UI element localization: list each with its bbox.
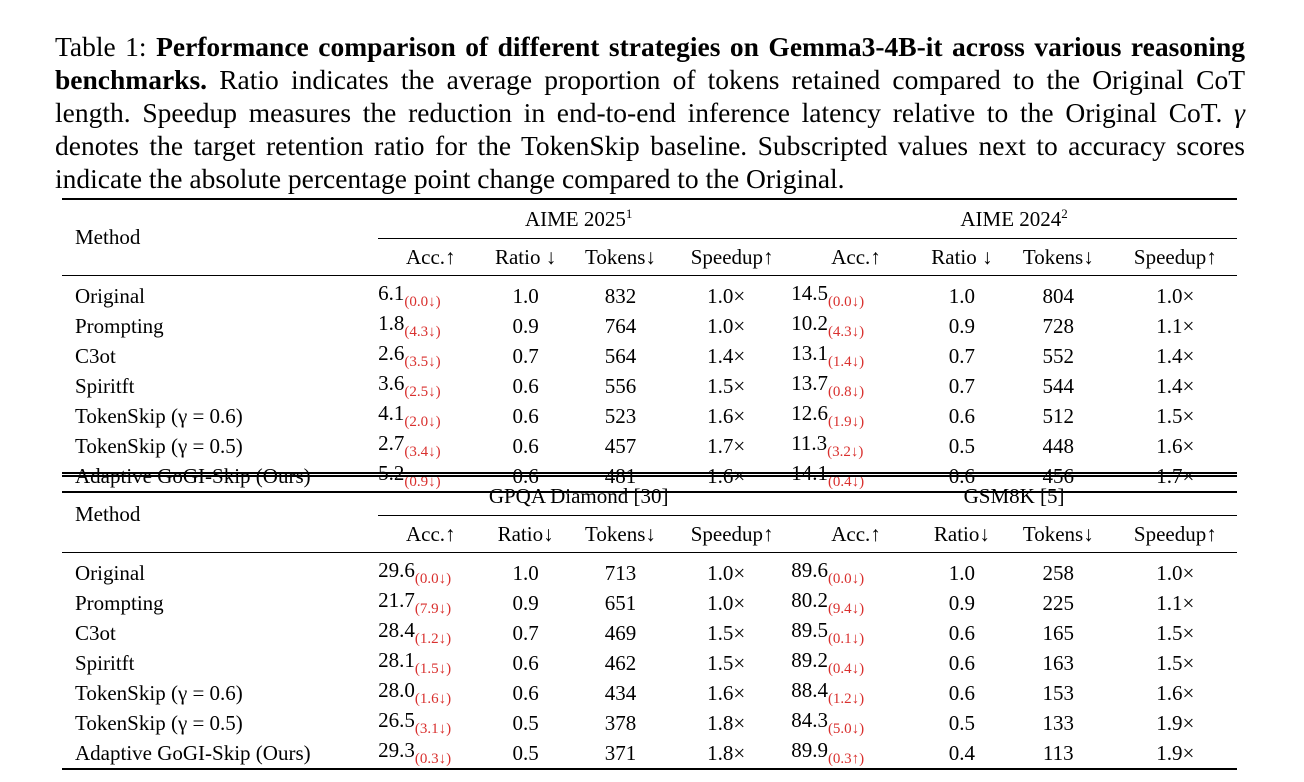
ratio-value: 0.5 bbox=[948, 433, 975, 458]
acc-value: 6.1 bbox=[378, 281, 405, 305]
speedup-value: 1.0× bbox=[707, 560, 746, 585]
method-name: C3ot bbox=[75, 620, 116, 645]
acc-value: 80.2 bbox=[791, 588, 828, 612]
acc-cell bbox=[378, 588, 483, 618]
acc-value: 89.2 bbox=[791, 648, 828, 672]
acc-cell bbox=[378, 648, 483, 678]
speedup-value: 1.5× bbox=[1156, 403, 1195, 428]
acc-value: 26.5 bbox=[378, 708, 415, 732]
acc-delta: (0.8↓) bbox=[827, 384, 865, 400]
acc-value: 84.3 bbox=[791, 708, 828, 732]
acc-delta: (0.4↓) bbox=[827, 474, 865, 490]
speedup-value: 1.1× bbox=[1156, 313, 1195, 338]
speedup-value: 1.0× bbox=[1156, 560, 1195, 585]
acc-value: 28.1 bbox=[378, 648, 415, 672]
ratio-value: 0.6 bbox=[512, 463, 539, 488]
ratio-value: 0.9 bbox=[948, 590, 975, 615]
acc-delta: (0.1↓) bbox=[827, 631, 865, 647]
speedup-value: 1.5× bbox=[707, 373, 746, 398]
acc-delta: (2.5↓) bbox=[404, 384, 441, 400]
table-row bbox=[62, 678, 1237, 708]
tokens-value: 832 bbox=[604, 283, 637, 308]
results-table-aime bbox=[62, 198, 1237, 493]
acc-cell bbox=[791, 678, 921, 708]
ratio-value: 1.0 bbox=[512, 283, 539, 308]
acc-value: 88.4 bbox=[791, 678, 828, 702]
col-header-tokens: Tokens↓ bbox=[585, 521, 656, 546]
method-name: Adaptive GoGI-Skip (Ours) bbox=[75, 463, 311, 488]
acc-value: 28.4 bbox=[378, 618, 415, 642]
method-name: Original bbox=[75, 560, 145, 585]
speedup-value: 1.0× bbox=[707, 313, 746, 338]
tokens-value: 764 bbox=[604, 313, 637, 338]
tokens-value: 113 bbox=[1042, 740, 1074, 765]
acc-value: 14.1 bbox=[791, 461, 828, 485]
speedup-value: 1.0× bbox=[707, 283, 746, 308]
acc-cell bbox=[791, 738, 921, 769]
acc-cell bbox=[791, 431, 921, 461]
table-row bbox=[62, 708, 1237, 738]
ratio-value: 0.5 bbox=[512, 740, 539, 765]
tokens-value: 225 bbox=[1042, 590, 1075, 615]
acc-cell bbox=[791, 401, 921, 431]
group-header-aime2025: AIME 2025$^1$ bbox=[378, 199, 791, 239]
method-name: Adaptive GoGI-Skip (Ours) bbox=[75, 740, 311, 765]
acc-cell bbox=[791, 708, 921, 738]
speedup-value: 1.6× bbox=[707, 463, 746, 488]
tokens-value: 556 bbox=[604, 373, 637, 398]
acc-value: 14.5 bbox=[791, 281, 828, 305]
acc-cell bbox=[378, 311, 483, 341]
acc-delta: (3.2↓) bbox=[827, 444, 864, 460]
caption-bold: Performance comparison of different strategies on Gemma3-4B-it across various reasoning benchmarks. bbox=[55, 31, 1246, 95]
table-row bbox=[62, 311, 1237, 341]
ratio-value: 0.7 bbox=[948, 373, 975, 398]
acc-delta: (1.6↓) bbox=[414, 691, 452, 707]
method-name: TokenSkip (γ = 0.5) bbox=[75, 710, 243, 735]
col-header-ratio: Ratio ↓ bbox=[494, 244, 557, 269]
acc-value: 11.3 bbox=[791, 431, 828, 455]
speedup-value: 1.4× bbox=[1156, 373, 1195, 398]
col-header-ratio: Ratio↓ bbox=[497, 521, 554, 546]
group-header-gpqa: GPQA Diamond [30] bbox=[378, 476, 791, 516]
acc-cell bbox=[378, 708, 483, 738]
speedup-value: 1.6× bbox=[707, 680, 746, 705]
acc-delta: (4.3↓) bbox=[827, 324, 865, 340]
caption-text-1: Ratio indicates the average proportion of tokens retained compared to the Original CoT length. Speedup measures the reduction in end-to-end inference latency relative to the Original CoT. bbox=[55, 64, 1246, 128]
col-header-acc: Acc.↑ bbox=[831, 244, 881, 269]
col-header-acc: Acc.↑ bbox=[406, 521, 456, 546]
acc-delta: (0.0↓) bbox=[827, 294, 865, 310]
ratio-value: 0.6 bbox=[512, 680, 539, 705]
ratio-value: 0.9 bbox=[948, 313, 975, 338]
tokens-value: 544 bbox=[1042, 373, 1075, 398]
speedup-value: 1.7× bbox=[707, 433, 746, 458]
col-header-ratio: Ratio↓ bbox=[933, 521, 990, 546]
acc-cell bbox=[378, 276, 483, 312]
caption-gamma: γ bbox=[1234, 97, 1246, 128]
speedup-value: 1.0× bbox=[1156, 283, 1195, 308]
ratio-value: 0.5 bbox=[512, 710, 539, 735]
acc-cell bbox=[378, 401, 483, 431]
acc-delta: (1.4↓) bbox=[827, 354, 865, 370]
acc-delta: (1.2↓) bbox=[414, 631, 452, 647]
table-row bbox=[62, 553, 1237, 589]
tokens-value: 457 bbox=[604, 433, 637, 458]
ratio-value: 0.9 bbox=[512, 590, 539, 615]
table-row bbox=[62, 588, 1237, 618]
acc-cell bbox=[791, 553, 921, 589]
results-table-gpqa-gsm8k bbox=[62, 475, 1237, 770]
acc-cell bbox=[378, 678, 483, 708]
tokens-value: 564 bbox=[604, 343, 637, 368]
acc-value: 2.7 bbox=[378, 431, 405, 455]
speedup-value: 1.4× bbox=[707, 343, 746, 368]
ratio-value: 1.0 bbox=[948, 283, 975, 308]
acc-value: 1.8 bbox=[378, 311, 405, 335]
speedup-value: 1.6× bbox=[707, 403, 746, 428]
acc-delta: (0.3↓) bbox=[414, 751, 452, 767]
table-row bbox=[62, 431, 1237, 461]
acc-cell bbox=[791, 648, 921, 678]
acc-cell bbox=[378, 431, 483, 461]
speedup-value: 1.6× bbox=[1156, 433, 1195, 458]
ratio-value: 0.6 bbox=[512, 650, 539, 675]
acc-cell bbox=[791, 311, 921, 341]
col-header-acc: Acc.↑ bbox=[406, 244, 456, 269]
ratio-value: 1.0 bbox=[948, 560, 975, 585]
acc-value: 12.6 bbox=[791, 401, 828, 425]
table-row bbox=[62, 371, 1237, 401]
acc-cell bbox=[791, 618, 921, 648]
acc-delta: (0.3↑) bbox=[827, 751, 865, 767]
acc-delta: (1.2↓) bbox=[827, 691, 865, 707]
method-name: TokenSkip (γ = 0.5) bbox=[75, 433, 243, 458]
tokens-value: 448 bbox=[1042, 433, 1075, 458]
acc-value: 3.6 bbox=[378, 371, 405, 395]
tokens-value: 163 bbox=[1042, 650, 1075, 675]
col-header-speedup: Speedup↑ bbox=[690, 521, 774, 546]
method-name: C3ot bbox=[75, 343, 116, 368]
acc-delta: (2.0↓) bbox=[404, 414, 441, 430]
caption-text-2: denotes the target retention ratio for the TokenSkip baseline. Subscripted values next to accuracy scores indicate the absolute percentage point change compared to the Original. bbox=[55, 130, 1245, 194]
tokens-value: 804 bbox=[1042, 283, 1075, 308]
group-header-gsm8k: GSM8K [5] bbox=[791, 476, 1237, 516]
method-name: Original bbox=[75, 283, 145, 308]
speedup-value: 1.7× bbox=[1156, 463, 1195, 488]
acc-value: 89.5 bbox=[791, 618, 828, 642]
ratio-value: 0.9 bbox=[512, 313, 539, 338]
acc-delta: (4.3↓) bbox=[404, 324, 441, 340]
tokens-value: 378 bbox=[604, 710, 637, 735]
acc-cell bbox=[378, 618, 483, 648]
acc-value: 5.2 bbox=[378, 461, 405, 485]
speedup-value: 1.5× bbox=[707, 620, 746, 645]
ratio-value: 0.6 bbox=[512, 433, 539, 458]
col-header-acc: Acc.↑ bbox=[831, 521, 881, 546]
ratio-value: 0.6 bbox=[948, 620, 975, 645]
method-header: Method bbox=[75, 225, 141, 249]
acc-delta: (3.5↓) bbox=[404, 354, 441, 370]
ratio-value: 0.7 bbox=[512, 343, 539, 368]
acc-delta: (1.5↓) bbox=[414, 661, 452, 677]
table-caption bbox=[55, 30, 1245, 195]
acc-delta: (0.0↓) bbox=[414, 571, 452, 587]
table-row bbox=[62, 276, 1237, 312]
ratio-value: 0.6 bbox=[512, 373, 539, 398]
acc-value: 89.6 bbox=[791, 558, 828, 582]
acc-cell bbox=[791, 588, 921, 618]
acc-cell bbox=[378, 553, 483, 589]
ratio-value: 0.7 bbox=[948, 343, 975, 368]
tokens-value: 728 bbox=[1042, 313, 1075, 338]
ratio-value: 0.6 bbox=[948, 403, 975, 428]
acc-delta: (3.1↓) bbox=[414, 721, 452, 737]
ratio-value: 0.7 bbox=[512, 620, 539, 645]
speedup-value: 1.5× bbox=[1156, 620, 1195, 645]
acc-cell bbox=[378, 738, 483, 769]
ratio-value: 0.5 bbox=[948, 710, 975, 735]
tokens-value: 462 bbox=[604, 650, 637, 675]
col-header-tokens: Tokens↓ bbox=[1022, 521, 1094, 546]
tokens-value: 552 bbox=[1042, 343, 1075, 368]
double-rule bbox=[62, 472, 1237, 474]
acc-value: 28.0 bbox=[378, 678, 415, 702]
tokens-value: 456 bbox=[1042, 463, 1075, 488]
acc-value: 13.7 bbox=[791, 371, 828, 395]
col-header-tokens: Tokens↓ bbox=[585, 244, 656, 269]
col-header-ratio: Ratio ↓ bbox=[931, 244, 993, 269]
acc-value: 89.9 bbox=[791, 738, 828, 762]
table-row bbox=[62, 401, 1237, 431]
col-header-speedup: Speedup↑ bbox=[1133, 521, 1217, 546]
acc-value: 10.2 bbox=[791, 311, 828, 335]
tokens-value: 258 bbox=[1042, 560, 1075, 585]
table-row bbox=[62, 618, 1237, 648]
tokens-value: 165 bbox=[1042, 620, 1075, 645]
speedup-value: 1.0× bbox=[707, 590, 746, 615]
method-name: Prompting bbox=[75, 313, 164, 338]
speedup-value: 1.5× bbox=[1156, 650, 1195, 675]
table-row bbox=[62, 738, 1237, 769]
col-header-speedup: Speedup↑ bbox=[690, 244, 774, 269]
ratio-value: 0.4 bbox=[948, 740, 975, 765]
acc-delta: (1.9↓) bbox=[827, 414, 865, 430]
method-name: TokenSkip (γ = 0.6) bbox=[75, 403, 243, 428]
method-name: Spiritft bbox=[75, 650, 135, 675]
acc-delta: (0.0↓) bbox=[404, 294, 441, 310]
col-header-speedup: Speedup↑ bbox=[1133, 244, 1217, 269]
acc-value: 13.1 bbox=[791, 341, 828, 365]
tokens-value: 434 bbox=[604, 680, 637, 705]
speedup-value: 1.8× bbox=[707, 710, 746, 735]
acc-delta: (3.4↓) bbox=[404, 444, 441, 460]
acc-delta: (0.0↓) bbox=[827, 571, 865, 587]
acc-cell bbox=[378, 371, 483, 401]
tokens-value: 153 bbox=[1042, 680, 1075, 705]
col-header-tokens: Tokens↓ bbox=[1022, 244, 1094, 269]
acc-delta: (9.4↓) bbox=[827, 601, 865, 617]
tokens-value: 469 bbox=[604, 620, 637, 645]
ratio-value: 1.0 bbox=[512, 560, 539, 585]
acc-value: 29.6 bbox=[378, 558, 415, 582]
tokens-value: 651 bbox=[604, 590, 637, 615]
acc-value: 29.3 bbox=[378, 738, 415, 762]
acc-delta: (0.4↓) bbox=[827, 661, 865, 677]
speedup-value: 1.6× bbox=[1156, 680, 1195, 705]
acc-value: 4.1 bbox=[378, 401, 405, 425]
acc-delta: (7.9↓) bbox=[414, 601, 452, 617]
acc-delta: (0.9↓) bbox=[404, 474, 441, 490]
caption-label: Table 1: bbox=[55, 31, 147, 62]
acc-delta: (5.0↓) bbox=[827, 721, 865, 737]
table-row bbox=[62, 648, 1237, 678]
acc-value: 2.6 bbox=[378, 341, 405, 365]
method-name: Spiritft bbox=[75, 373, 135, 398]
ratio-value: 0.6 bbox=[512, 403, 539, 428]
speedup-value: 1.5× bbox=[707, 650, 746, 675]
ratio-value: 0.6 bbox=[948, 463, 975, 488]
method-name: Prompting bbox=[75, 590, 164, 615]
acc-cell bbox=[378, 341, 483, 371]
group-header-aime2024: AIME 2024$^2$ bbox=[791, 199, 1237, 239]
acc-cell bbox=[791, 341, 921, 371]
acc-cell bbox=[791, 371, 921, 401]
speedup-value: 1.4× bbox=[1156, 343, 1195, 368]
tokens-value: 133 bbox=[1042, 710, 1075, 735]
tokens-value: 523 bbox=[604, 403, 637, 428]
speedup-value: 1.9× bbox=[1156, 740, 1195, 765]
speedup-value: 1.1× bbox=[1156, 590, 1195, 615]
tokens-value: 713 bbox=[604, 560, 637, 585]
speedup-value: 1.9× bbox=[1156, 710, 1195, 735]
acc-value: 21.7 bbox=[378, 588, 415, 612]
tokens-value: 371 bbox=[604, 740, 637, 765]
tokens-value: 481 bbox=[604, 463, 637, 488]
method-name: TokenSkip (γ = 0.6) bbox=[75, 680, 243, 705]
table-row bbox=[62, 341, 1237, 371]
ratio-value: 0.6 bbox=[948, 680, 975, 705]
acc-cell bbox=[791, 276, 921, 312]
speedup-value: 1.8× bbox=[707, 740, 746, 765]
tokens-value: 512 bbox=[1042, 403, 1075, 428]
ratio-value: 0.6 bbox=[948, 650, 975, 675]
method-header: Method bbox=[75, 502, 141, 526]
